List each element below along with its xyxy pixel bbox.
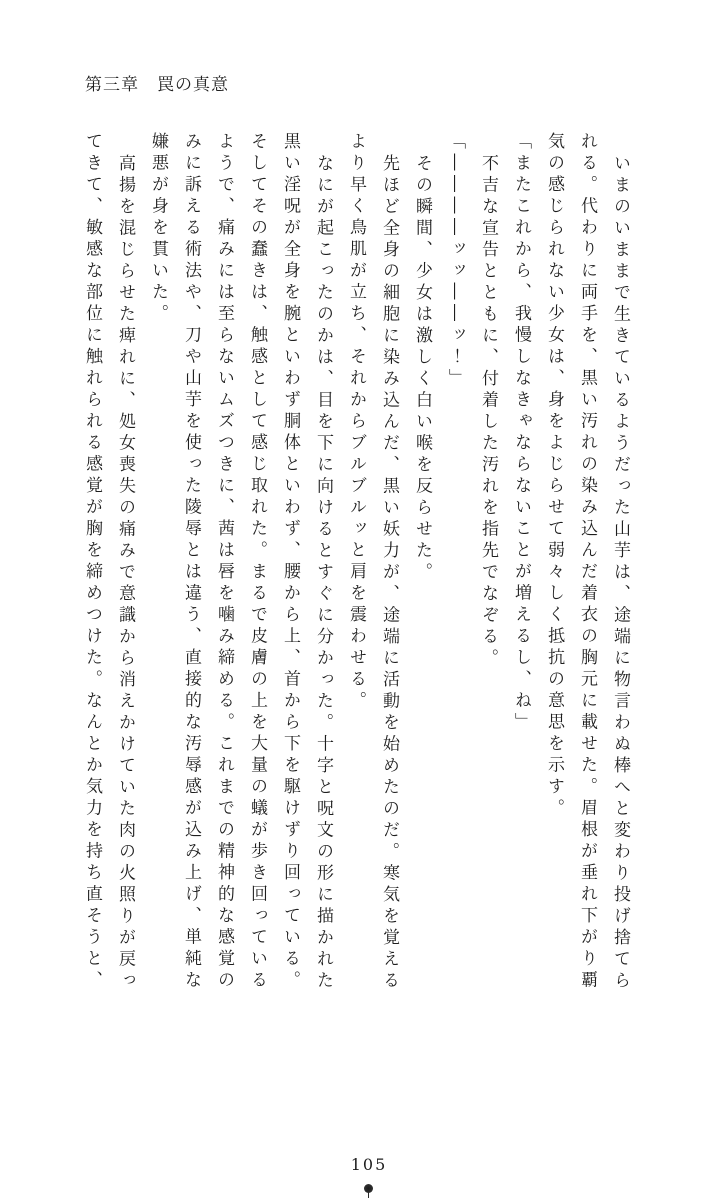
flower-ornament-icon — [364, 1184, 373, 1193]
paragraph-narrative-6: 高揚を混じらせた痺れに、処女喪失の痛みで意識から消えかけていた肉の火照りが戻ってきて、敏感な部位に触れられる感覚が胸を締めつけた。なんとか気力を持ち直そうと、 — [82, 132, 135, 992]
body-text — [75, 132, 636, 1000]
chapter-header: 第三章 罠の真意 — [85, 75, 229, 95]
paragraph-dialogue-2: 「――――ッッ――ッ！」 — [445, 132, 465, 390]
paragraph-narrative-4: 先ほど全身の細胞に染み込んだ、黒い妖力が、途端に活動を始めたのだ。寒気を覚えるより早く鳥肌が立ち、それからブルブルッと肩を震わせる。 — [346, 132, 399, 992]
page-number: 105 — [350, 1155, 388, 1174]
paragraph-narrative-3: その瞬間、少女は激しく白い喉を反らせた。 — [412, 153, 432, 584]
paragraph-narrative-5: なにが起こったのかは、目を下に向けるとすぐに分かった。十字と呪文の形に描かれた黒い淫呪が全身を腕といわず胴体といわず、腰から上、首から下を駆けずり回っている。そしてその蠢きは、触感として感じ取れた。まるで皮膚の上を大量の蟻が歩き回っているようで、痛みには至らないムズつきに、茜は唇を噛み締める。これまでの精神的な感覚のみに訴える術法や、刀や山芋を使った陵辱とは違う、直接的な汚辱感が込み上げ、単純な嫌悪が身を貫いた。 — [148, 132, 333, 992]
paragraph-narrative-1: いまのいままで生きているようだった山芋は、途端に物言わぬ棒へと変わり投げ捨てられる。代わりに両手を、黒い汚れの染み込んだ着衣の胸元に載せた。眉根が垂れ下がり覇気の感じられない少女は、身をよじらせて弱々しく抵抗の意思を示す。 — [544, 132, 630, 992]
paragraph-dialogue-1: 「またこれから、我慢しなきゃならないことが増えるし、ね」 — [511, 132, 531, 734]
paragraph-narrative-2: 不吉な宣告とともに、付着した汚れを指先でなぞる。 — [478, 153, 498, 670]
